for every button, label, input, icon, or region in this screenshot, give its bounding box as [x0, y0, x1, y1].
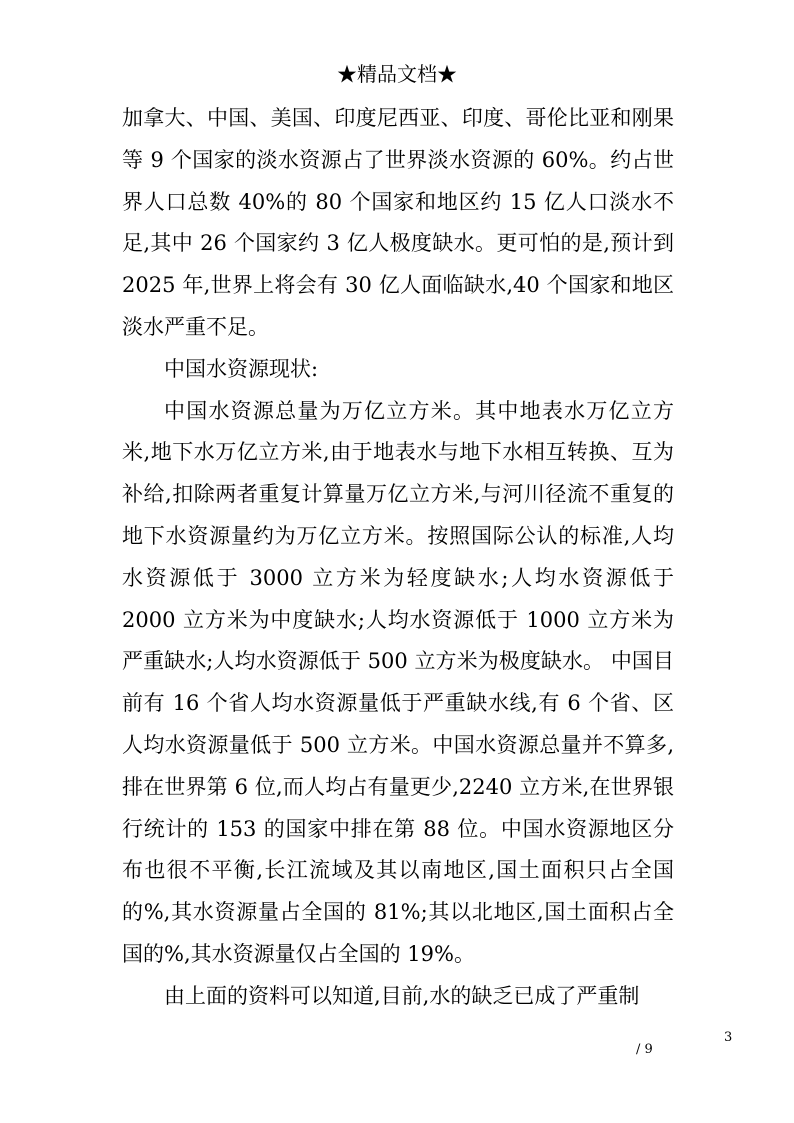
- paragraph-china-water-status: 中国水资源总量为万亿立方米。其中地表水万亿立方米,地下水万亿立方米,由于地表水与地下水相互转换、互为补给,扣除两者重复计算量万亿立方米,与河川径流不重复的地下水资源量约为万亿立方米。按照国际公认的标准,人均水资源低于 3000 立方米为轻度缺水;人均水资源低于 2000 立方米为中度缺水;人均水资源低于 1000 立方米为严重缺水;人均水资源低于 500 立方米为极度缺水。 中国目前有 16 个省人均水资源量低于严重缺水线,有 6 个省、区人均水资源量低于 500 立方米。中国水资源总量并不算多,排在世界第 6 位,而人均占有量更少,2240 立方米,在世界银行统计的 153 的国家中排在第 88 位。中国水资源地区分布也很不平衡,长江流域及其以南地区,国土面积只占全国的%,其水资源量占全国的 81%;其以北地区,国土面积占全国的%,其水资源量仅占全国的 19%。: [122, 398, 674, 966]
- page-total: / 9: [636, 1042, 653, 1057]
- paragraph-world-freshwater: 加拿大、中国、美国、印度尼西亚、印度、哥伦比亚和刚果等 9 个国家的淡水资源占了世界淡水资源的 60%。约占世界人口总数 40%的 80 个国家和地区约 15 亿人口淡水不足,其中 26 个国家约 3 亿人极度缺水。更可怕的是,预计到 2025 年,世界上将会有 30 亿人面临缺水,40 个国家和地区淡水严重不足。: [122, 106, 674, 339]
- section-heading: 中国水资源现状:: [164, 356, 319, 381]
- paragraph-conclusion: 由上面的资料可以知道,目前,水的缺乏已成了严重制: [164, 983, 640, 1008]
- document-body: [122, 98, 674, 1018]
- page-header-title: ★精品文档★: [337, 62, 457, 86]
- page-number: 3: [724, 1030, 733, 1045]
